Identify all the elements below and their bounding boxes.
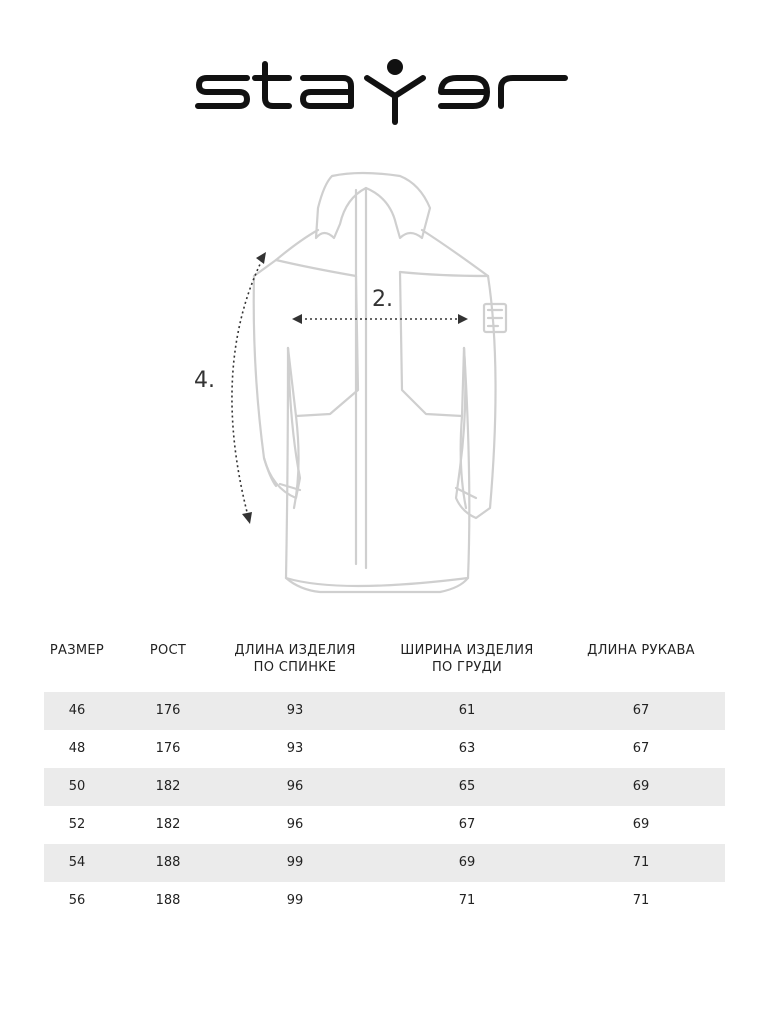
cell-back-length: 96 <box>286 817 304 832</box>
cell-back-length: 93 <box>286 703 304 718</box>
table-header <box>44 642 725 692</box>
cell-size: 46 <box>68 703 86 718</box>
cell-size: 48 <box>68 741 86 756</box>
cell-size: 56 <box>68 893 86 908</box>
cell-chest-width: 71 <box>458 893 476 908</box>
cell-size: 50 <box>68 779 86 794</box>
header-chest-width: ШИРИНА ИЗДЕЛИЯ ПО ГРУДИ <box>400 643 534 675</box>
size-chart-table <box>44 642 725 920</box>
cell-sleeve-length: 71 <box>632 855 650 870</box>
table-row <box>44 730 725 768</box>
header-height: РОСТ <box>149 643 187 658</box>
cell-sleeve-length: 71 <box>632 893 650 908</box>
header-size: РАЗМЕР <box>49 643 105 658</box>
cell-back-length: 96 <box>286 779 304 794</box>
table-row <box>44 806 725 844</box>
cell-height: 188 <box>155 855 181 870</box>
cell-chest-width: 61 <box>458 703 476 718</box>
jacket-sketch <box>190 168 530 598</box>
cell-sleeve-length: 67 <box>632 741 650 756</box>
cell-back-length: 99 <box>286 893 304 908</box>
cell-height: 176 <box>155 703 181 718</box>
cell-sleeve-length: 67 <box>632 703 650 718</box>
cell-chest-width: 63 <box>458 741 476 756</box>
cell-height: 182 <box>155 817 181 832</box>
table-row <box>44 844 725 882</box>
cell-sleeve-length: 69 <box>632 779 650 794</box>
cell-size: 54 <box>68 855 86 870</box>
cell-sleeve-length: 69 <box>632 817 650 832</box>
table-row <box>44 692 725 730</box>
cell-back-length: 99 <box>286 855 304 870</box>
stayer-logo <box>195 58 573 126</box>
cell-height: 176 <box>155 741 181 756</box>
cell-height: 188 <box>155 893 181 908</box>
cell-chest-width: 65 <box>458 779 476 794</box>
table-row <box>44 882 725 920</box>
table-row <box>44 768 725 806</box>
cell-back-length: 93 <box>286 741 304 756</box>
cell-height: 182 <box>155 779 181 794</box>
cell-chest-width: 69 <box>458 855 476 870</box>
header-back-length: ДЛИНА ИЗДЕЛИЯ ПО СПИНКЕ <box>234 643 356 675</box>
cell-size: 52 <box>68 817 86 832</box>
cell-chest-width: 67 <box>458 817 476 832</box>
chest-width-label: 2. <box>372 287 393 312</box>
sleeve-length-label: 4. <box>194 368 215 393</box>
header-sleeve-length: ДЛИНА РУКАВА <box>587 643 695 658</box>
